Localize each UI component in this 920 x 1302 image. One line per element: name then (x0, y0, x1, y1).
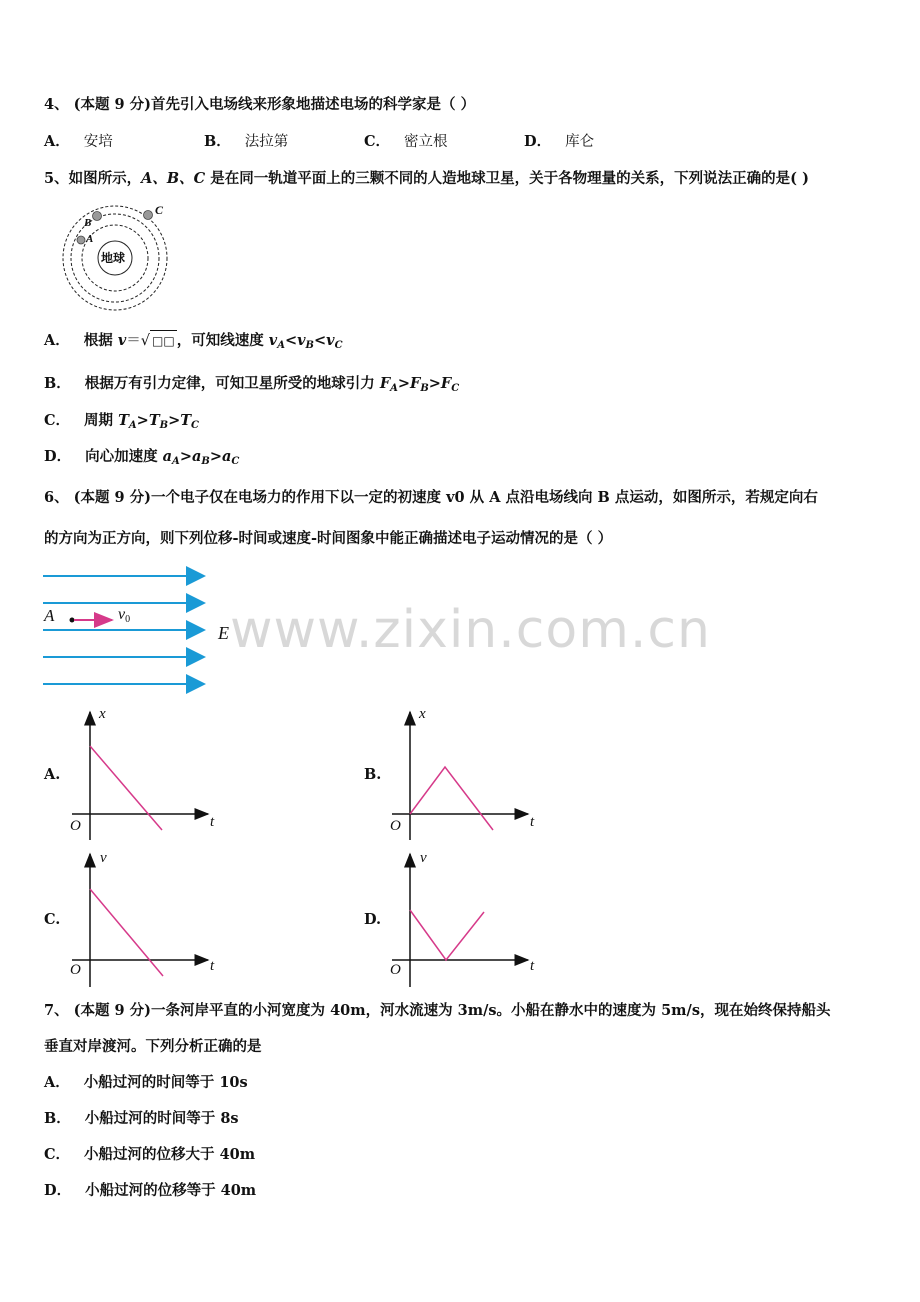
graph-d-curve (410, 910, 484, 960)
electric-field-figure (40, 566, 220, 696)
satellite-c (144, 211, 153, 220)
graph-c-y-label: v (100, 850, 107, 866)
q7-stem-line1: 7、 (本题 9 分)一条河岸平直的小河宽度为 40m，河水流速为 3m/s。小船在静水中的速度为 5m/s，现在始终保持船头 (44, 1002, 831, 1019)
q7-option-a[interactable]: A． 小船过河的时间等于 10s (44, 1074, 248, 1091)
watermark: www.zixin.com.cn (230, 600, 711, 660)
acceleration-relation: $a_A>a_B>a_C$ (162, 448, 240, 467)
graph-c-key[interactable]: C. (44, 911, 61, 928)
sqrt-expression: √ □□ (141, 330, 177, 351)
velocity-label: $v_0$ (118, 606, 131, 625)
graph-d-x-label: t (530, 958, 535, 974)
graph-c (70, 852, 220, 987)
graph-a-x-label: t (210, 814, 215, 830)
period-relation: $T_A>T_B>T_C$ (118, 412, 199, 431)
graph-d-key[interactable]: D. (364, 911, 382, 928)
earth-label: 地球 (101, 251, 126, 265)
q4-stem: 4、 (本题 9 分)首先引入电场线来形象地描述电场的科学家是（ ） (44, 96, 476, 113)
satellite-c-label: C (155, 203, 164, 217)
q7-option-b[interactable]: B． 小船过河的时间等于 8s (44, 1110, 239, 1127)
q7-stem-line2: 垂直对岸渡河。下列分析正确的是 (44, 1038, 262, 1055)
graph-c-origin: O (70, 962, 81, 978)
q7-option-c[interactable]: C． 小船过河的位移大于 40m (44, 1146, 256, 1163)
q5-option-a[interactable]: A． 根据 v＝√ □□ ，可知线速度 $v_A<v_B<v_C$ (44, 332, 343, 351)
graph-b-y-label: x (419, 706, 426, 722)
graph-b-x-label: t (530, 814, 535, 830)
satellite-b-label: B (84, 217, 92, 229)
graph-d-y-label: v (420, 850, 427, 866)
graph-b-curve (410, 767, 493, 830)
graph-b (390, 710, 540, 840)
q5-option-d[interactable]: D． 向心加速度 $a_A>a_B>a_C$ (44, 448, 240, 467)
q6-stem-line1: 6、 (本题 9 分)一个电子仅在电场力的作用下以一定的初速度 v0 从 A 点沿电场线向 B 点运动，如图所示，若规定向右 (44, 489, 818, 506)
point-a-label: A (44, 606, 55, 625)
point-a (70, 618, 75, 623)
graph-c-curve (90, 889, 163, 976)
q6-stem-line2: 的方向为正方向，则下列位移-时间或速度-时间图象中能正确描述电子运动情况的是（ ） (44, 530, 613, 547)
satellite-a (77, 236, 85, 244)
graph-a-origin: O (70, 818, 81, 834)
q5-option-b[interactable]: B． 根据万有引力定律，可知卫星所受的地球引力 $F_A>F_B>F_C$ (44, 375, 460, 394)
force-relation: $F_A>F_B>F_C$ (379, 375, 460, 394)
q4-option-b[interactable]: B． 法拉第 (204, 133, 289, 150)
velocity-relation: $v_A<v_B<v_C$ (268, 332, 343, 351)
graph-c-x-label: t (210, 958, 215, 974)
graph-a-key[interactable]: A. (44, 766, 61, 783)
q5-option-c[interactable]: C． 周期 $T_A>T_B>T_C$ (44, 412, 199, 431)
q4-option-a[interactable]: A． 安培 (44, 133, 113, 150)
q4-option-d[interactable]: D． 库仑 (524, 133, 595, 150)
q4-option-c[interactable]: C． 密立根 (364, 133, 448, 150)
graph-d-origin: O (390, 962, 401, 978)
graph-d (390, 852, 540, 987)
field-label: E (218, 623, 229, 643)
satellite-b (93, 212, 102, 221)
q7-option-d[interactable]: D． 小船过河的位移等于 40m (44, 1182, 257, 1199)
graph-a-curve (90, 746, 162, 830)
satellite-a-label: A (86, 233, 94, 245)
q5-stem: 5、如图所示，A、B、C 是在同一轨道平面上的三颗不同的人造地球卫星，关于各物理量的关系，下列说法正确的是( ) (44, 170, 809, 187)
graph-a-y-label: x (99, 706, 106, 722)
graph-b-key[interactable]: B. (364, 766, 382, 783)
graph-a (70, 710, 220, 840)
graph-b-origin: O (390, 818, 401, 834)
